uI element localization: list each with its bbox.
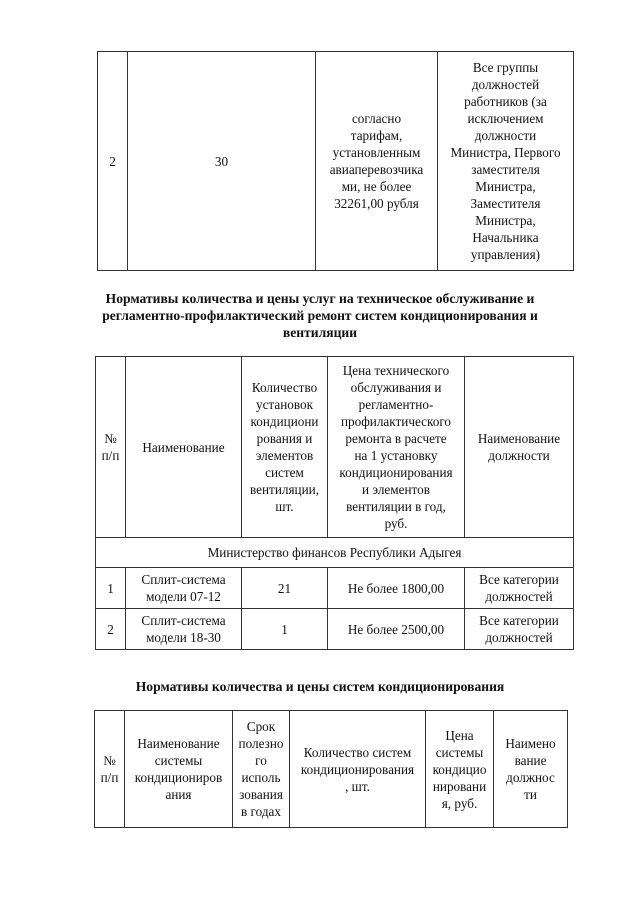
group-label: Министерство финансов Республики Адыгея — [96, 538, 574, 568]
table-row — [98, 52, 574, 271]
header-term: Срок полезно го исполь зования в годах — [233, 711, 290, 828]
table-travel-continuation — [97, 51, 574, 271]
header-num: № п/п — [95, 711, 125, 828]
table-header-row — [95, 711, 568, 828]
header-position: Наимено вание должнос ти — [494, 711, 568, 828]
header-name: Наименование — [126, 357, 242, 538]
header-price: Цена системы кондицио нировани я, руб. — [426, 711, 494, 828]
cell-price: Не более 1800,00 — [328, 568, 465, 609]
table-ac-systems — [94, 710, 568, 828]
cell-num: 2 — [98, 52, 128, 271]
group-row — [96, 538, 574, 568]
cell-num: 1 — [96, 568, 126, 609]
header-qty: Количество систем кондиционирования , шт. — [290, 711, 426, 828]
cell-positions: Все группы должностей работников (за исключением должности Министра, Первого заместителя Министра, Заместителя Министра, Начальника управления) — [438, 52, 574, 271]
table-row — [96, 609, 574, 650]
section-title-systems: Нормативы количества и цены систем кондиционирования — [135, 679, 505, 694]
cell-qty: 21 — [242, 568, 328, 609]
cell-price: согласно тарифам, установленным авиаперевозчика ми, не более 32261,00 рубля — [316, 52, 438, 271]
header-num: № п/п — [96, 357, 126, 538]
cell-qty: 1 — [242, 609, 328, 650]
section-title-maintenance: Нормативы количества и цены услуг на техническое обслуживание и регламентно-профилактический ремонт систем кондиционирования и вентиляции — [102, 291, 538, 340]
cell-position: Все категории должностей — [465, 609, 574, 650]
cell-num: 2 — [96, 609, 126, 650]
cell-position: Все категории должностей — [465, 568, 574, 609]
header-qty: Количество установок кондициони рования и элементов систем вентиляции, шт. — [242, 357, 328, 538]
cell-price: Не более 2500,00 — [328, 609, 465, 650]
header-position: Наименование должности — [465, 357, 574, 538]
table-maintenance — [95, 356, 574, 650]
header-name: Наименование системы кондициониров ания — [125, 711, 233, 828]
cell-name: Сплит-система модели 18-30 — [126, 609, 242, 650]
table-header-row — [96, 357, 574, 538]
cell-name: Сплит-система модели 07-12 — [126, 568, 242, 609]
table-row — [96, 568, 574, 609]
header-price: Цена технического обслуживания и регламентно- профилактического ремонта в расчете на 1 установку кондиционирования и элементов вентиляции в год, руб. — [328, 357, 465, 538]
cell-count: 30 — [128, 52, 316, 271]
